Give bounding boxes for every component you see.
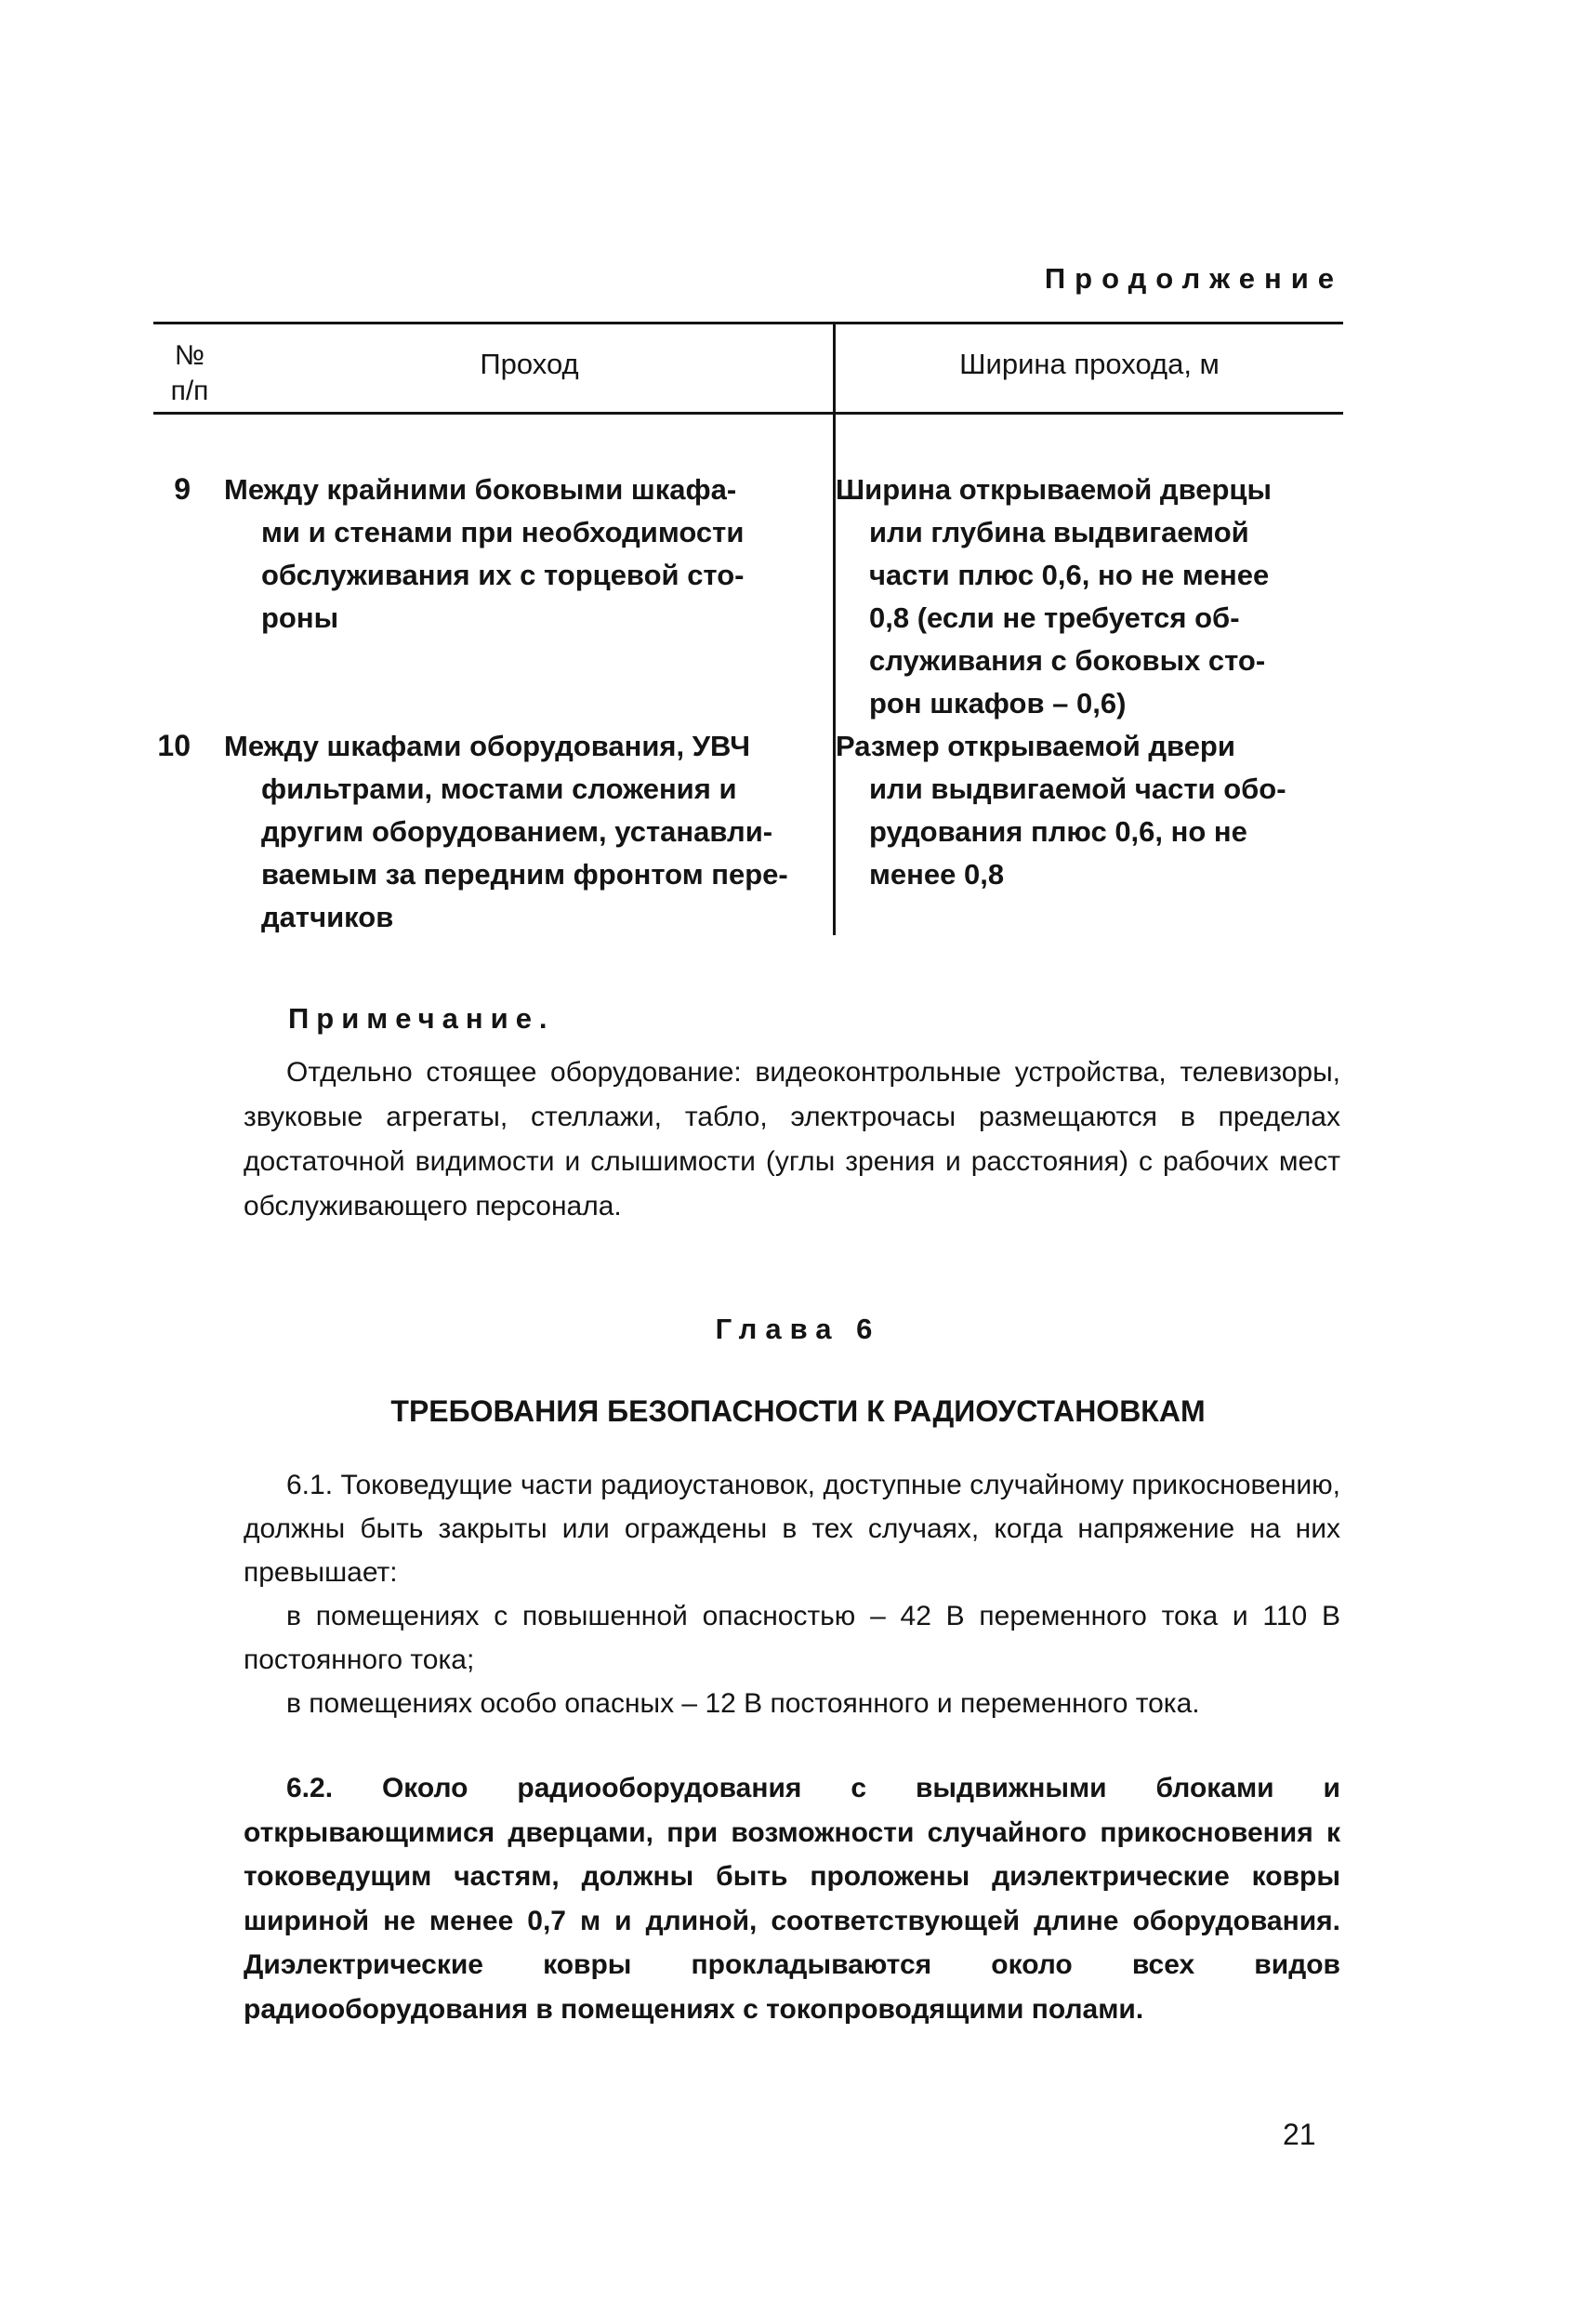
continuation-label: Продолжение bbox=[1044, 262, 1343, 295]
passage-line: ми и стенами при необходимости bbox=[261, 516, 745, 548]
column-header-width: Ширина прохода, м bbox=[959, 348, 1220, 380]
width-line: рудования плюс 0,6, но не bbox=[869, 815, 1247, 848]
width-line: служивания с боковых сто- bbox=[869, 644, 1266, 677]
note-text: Отдельно стоящее оборудование: видеоконтрольные устройства, телевизоры, звуковые агрегаты, стеллажи, табло, электрочасы размещаются в пределах достаточной видимости и слышимости (углы зрения и расстояния) с рабочих мест обслуживающего персонала. bbox=[244, 1057, 1340, 1221]
width-line: рон шкафов – 0,6) bbox=[869, 687, 1127, 720]
table-column-divider bbox=[833, 322, 836, 935]
passage-line: датчиков bbox=[261, 901, 394, 933]
row-number: 10 bbox=[157, 729, 191, 762]
paragraph-6-2: 6.2. Около радиооборудования с выдвижными блоками и открывающимися дверцами, при возможности случайного прикосновения к токоведущим частям, должны быть проложены диэлектрические ковры шириной не менее 0,7 м и длиной, соответствующей длине оборудования. Диэлектрические ковры прокладываются около всех видов радиооборудования в помещениях с токопроводящими полами. bbox=[244, 1773, 1340, 2025]
width-line: Ширина открываемой дверцы bbox=[836, 473, 1272, 506]
row-passage bbox=[224, 725, 819, 939]
width-line: или глубина выдвигаемой bbox=[869, 516, 1249, 548]
paragraph-dangerous-rooms: в помещениях с повышенной опасностью – 42 В переменного тока и 110 В постоянного тока; bbox=[244, 1601, 1340, 1675]
row-width bbox=[836, 469, 1334, 725]
width-line: части плюс 0,6, но не менее bbox=[869, 559, 1270, 591]
page-number: 21 bbox=[1283, 2118, 1316, 2151]
passage-line: фильтрами, мостами сложения и bbox=[261, 772, 737, 805]
column-header-passage: Проход bbox=[480, 348, 579, 380]
row-passage bbox=[224, 469, 819, 640]
chapter-label: Глава 6 bbox=[715, 1313, 881, 1345]
paragraph-6-1: 6.1. Токоведущие части радиоустановок, доступные случайному прикосновению, должны быть закрыты или ограждены в тех случаях, когда напряжение на них превышает: bbox=[244, 1470, 1340, 1588]
width-line: Размер открываемой двери bbox=[836, 730, 1235, 762]
passage-line: другим оборудованием, устанавли- bbox=[261, 815, 773, 848]
width-line: менее 0,8 bbox=[869, 858, 1005, 891]
passage-line: обслуживания их с торцевой сто- bbox=[261, 559, 745, 591]
passage-line: Между шкафами оборудования, УВЧ bbox=[224, 730, 750, 762]
paragraph-especially-dangerous: в помещениях особо опасных – 12 В постоянного и переменного тока. bbox=[286, 1688, 1200, 1719]
table-top-rule bbox=[153, 322, 1343, 324]
width-line: или выдвигаемой части обо- bbox=[869, 772, 1286, 805]
passage-line: ваемым за передним фронтом пере- bbox=[261, 858, 788, 891]
passage-line: роны bbox=[261, 601, 339, 634]
note-title: Примечание. bbox=[288, 1002, 555, 1035]
passage-line: Между крайними боковыми шкафа- bbox=[224, 473, 737, 506]
row-width bbox=[836, 725, 1334, 896]
table-header-rule bbox=[153, 412, 1343, 415]
row-number: 9 bbox=[174, 472, 191, 506]
column-header-number: № п/п bbox=[170, 340, 209, 406]
width-line: 0,8 (если не требуется об- bbox=[869, 601, 1240, 634]
chapter-title: ТРЕБОВАНИЯ БЕЗОПАСНОСТИ К РАДИОУСТАНОВКАМ bbox=[390, 1394, 1206, 1428]
